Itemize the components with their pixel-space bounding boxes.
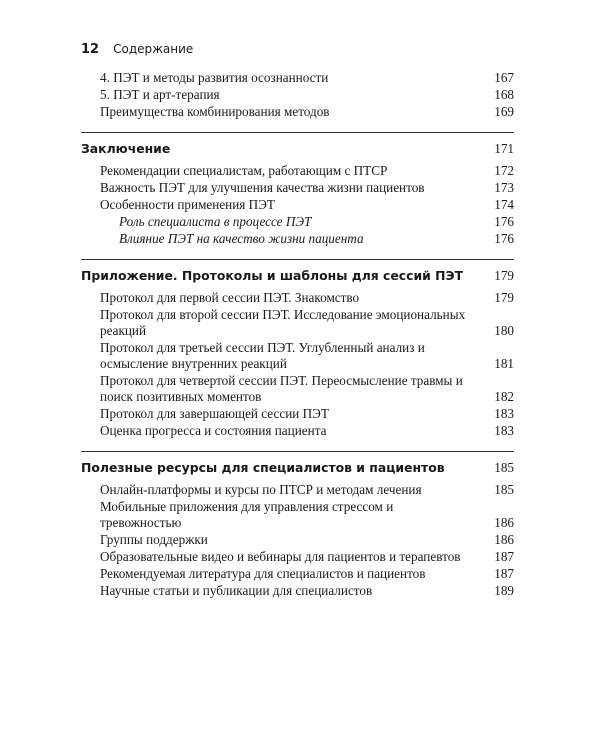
toc-entry-title: Научные статьи и публикации для специалистов	[100, 583, 373, 598]
toc-entry-page: 168	[494, 87, 514, 102]
toc-entry-title: Протокол для завершающей сессии ПЭТ	[100, 406, 329, 421]
toc-entry-title: Мобильные приложения для управления стрессом и тревожностью	[100, 499, 394, 530]
toc-subentry	[81, 231, 514, 247]
toc-entry-page: 187	[494, 566, 514, 581]
table-of-contents	[81, 70, 514, 600]
toc-entry-title: Преимущества комбинирования методов	[100, 104, 330, 119]
toc-chapter-page: 179	[494, 268, 514, 283]
toc-entry-title: Протокол для четвертой сессии ПЭТ. Переосмысление травмы и поиск позитивных моментов	[100, 373, 463, 404]
toc-entry-title: Протокол для третьей сессии ПЭТ. Углубленный анализ и осмысление внутренних реакций	[100, 340, 425, 371]
toc-entry	[81, 70, 514, 86]
toc-chapter-heading	[81, 451, 514, 476]
toc-subentry	[81, 214, 514, 230]
toc-entry-title: 5. ПЭТ и арт-терапия	[100, 87, 220, 102]
toc-chapter-page: 185	[494, 460, 514, 475]
toc-entry-page: 176	[494, 231, 514, 246]
toc-entry	[81, 566, 514, 582]
toc-entry-title: Образовательные видео и вебинары для пациентов и терапевтов	[100, 549, 461, 564]
toc-entry	[81, 423, 514, 439]
toc-entry-page: 183	[494, 406, 514, 421]
toc-entry-page: 186	[494, 515, 514, 530]
toc-entry	[81, 373, 514, 405]
toc-entry-title: Влияние ПЭТ на качество жизни пациента	[119, 231, 364, 246]
toc-entry-page: 169	[494, 104, 514, 119]
toc-chapter-heading	[81, 132, 514, 157]
running-head	[81, 42, 193, 57]
toc-entry-page: 173	[494, 180, 514, 195]
toc-entry-page: 167	[494, 70, 514, 85]
toc-entry	[81, 340, 514, 372]
toc-entry	[81, 163, 514, 179]
toc-entry	[81, 290, 514, 306]
toc-entry-title: Рекомендации специалистам, работающим с ПТСР	[100, 163, 388, 178]
toc-entry-page: 179	[494, 290, 514, 305]
toc-entry-page: 187	[494, 549, 514, 564]
toc-entry	[81, 104, 514, 120]
toc-entry	[81, 406, 514, 422]
toc-entry-title: Протокол для второй сессии ПЭТ. Исследование эмоциональных реакций	[100, 307, 466, 338]
toc-entry-page: 181	[494, 356, 514, 371]
toc-chapter-page: 171	[494, 141, 514, 156]
toc-entry-title: Онлайн-платформы и курсы по ПТСР и методам лечения	[100, 482, 422, 497]
toc-entry-page: 176	[494, 214, 514, 229]
toc-entry-page: 185	[494, 482, 514, 497]
toc-entry-page: 189	[494, 583, 514, 598]
toc-entry	[81, 307, 514, 339]
toc-chapter-heading	[81, 259, 514, 284]
toc-entry	[81, 482, 514, 498]
toc-entry	[81, 532, 514, 548]
running-head-title: Содержание	[113, 42, 194, 56]
toc-entry-title: Протокол для первой сессии ПЭТ. Знакомство	[100, 290, 360, 305]
toc-entry	[81, 549, 514, 565]
toc-chapter-title: Полезные ресурсы для специалистов и пациентов	[81, 460, 445, 475]
toc-entry-title: Роль специалиста в процессе ПЭТ	[119, 214, 312, 229]
toc-chapter-title: Приложение. Протоколы и шаблоны для сессий ПЭТ	[81, 268, 464, 283]
toc-entry-title: Группы поддержки	[100, 532, 208, 547]
toc-entry-title: Оценка прогресса и состояния пациента	[100, 423, 327, 438]
page-number: 12	[81, 42, 100, 57]
toc-entry-page: 172	[494, 163, 514, 178]
toc-entry	[81, 583, 514, 599]
toc-entry-page: 180	[494, 323, 514, 338]
toc-entry-title: 4. ПЭТ и методы развития осознанности	[100, 70, 329, 85]
toc-entry-title: Рекомендуемая литература для специалистов и пациентов	[100, 566, 426, 581]
toc-entry-page: 186	[494, 532, 514, 547]
toc-chapter-title: Заключение	[81, 141, 171, 156]
toc-entry	[81, 180, 514, 196]
toc-entry-page: 183	[494, 423, 514, 438]
toc-entry-title: Важность ПЭТ для улучшения качества жизни пациентов	[100, 180, 425, 195]
toc-entry-title: Особенности применения ПЭТ	[100, 197, 275, 212]
toc-entry-page: 174	[494, 197, 514, 212]
toc-entry	[81, 87, 514, 103]
toc-entry-page: 182	[494, 389, 514, 404]
toc-entry	[81, 197, 514, 213]
toc-entry	[81, 499, 514, 531]
